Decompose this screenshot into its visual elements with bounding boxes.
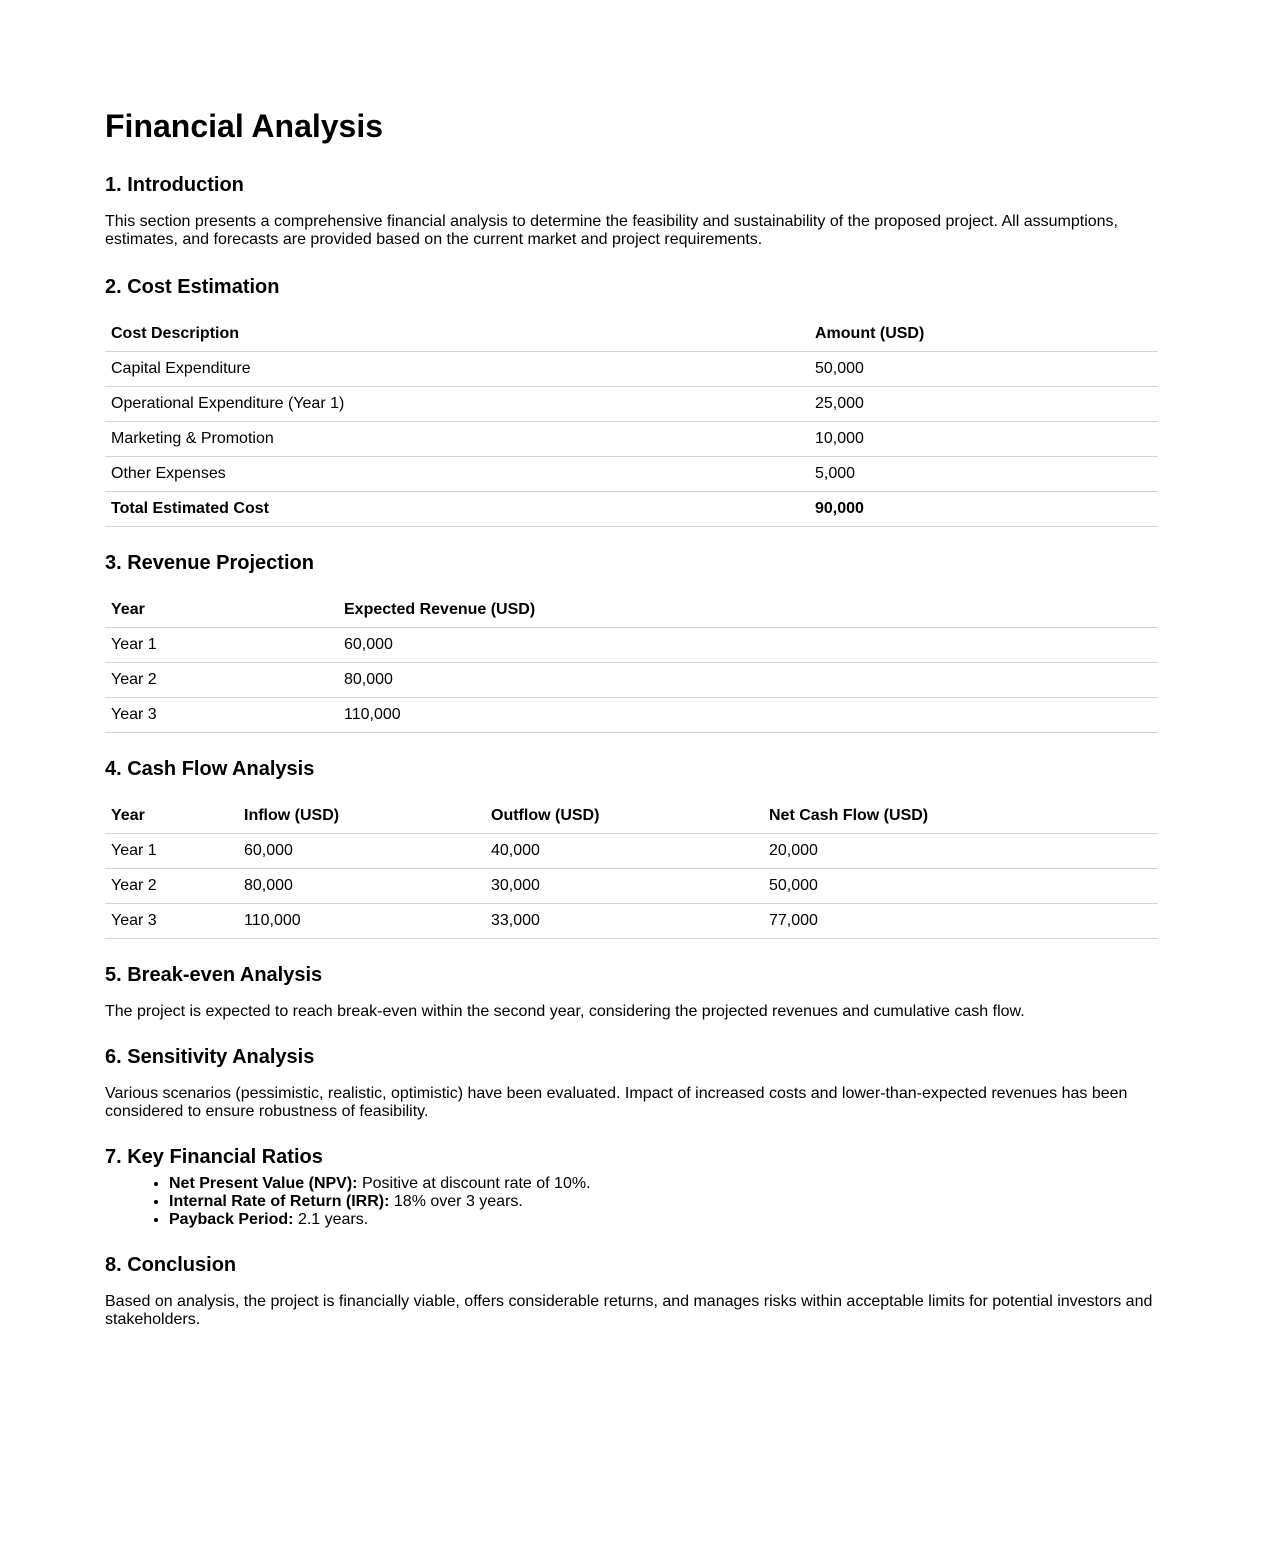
table-cell: Total Estimated Cost bbox=[105, 492, 809, 527]
table-cell: 10,000 bbox=[809, 422, 1158, 457]
cash-flow-table bbox=[105, 799, 1158, 939]
table-cell: Year 3 bbox=[105, 904, 238, 939]
table-total-row bbox=[105, 492, 1158, 527]
list-item bbox=[169, 1193, 1158, 1211]
revenue-projection-table bbox=[105, 593, 1158, 733]
section-heading-ratios: 7. Key Financial Ratios bbox=[105, 1146, 323, 1168]
table-cell: Capital Expenditure bbox=[105, 352, 809, 387]
table-row bbox=[105, 422, 1158, 457]
page-title: Financial Analysis bbox=[105, 108, 384, 144]
table-cell: 110,000 bbox=[238, 904, 485, 939]
ratio-value: 2.1 years. bbox=[293, 1211, 369, 1228]
table-row bbox=[105, 698, 1158, 733]
column-header: Year bbox=[105, 593, 338, 628]
table-row bbox=[105, 834, 1158, 869]
table-cell: 5,000 bbox=[809, 457, 1158, 492]
table-row bbox=[105, 387, 1158, 422]
table-cell: Year 3 bbox=[105, 698, 338, 733]
table-cell: 30,000 bbox=[485, 869, 763, 904]
table-row bbox=[105, 904, 1158, 939]
ratio-label: Net Present Value (NPV): bbox=[169, 1175, 358, 1192]
table-row bbox=[105, 352, 1158, 387]
table-row bbox=[105, 663, 1158, 698]
table-cell: 25,000 bbox=[809, 387, 1158, 422]
break-even-text: The project is expected to reach break-even within the second year, considering the projected revenues and cumulative cash flow. bbox=[105, 1003, 1025, 1020]
table-cell: Operational Expenditure (Year 1) bbox=[105, 387, 809, 422]
table-cell: 60,000 bbox=[238, 834, 485, 869]
section-heading-cost-estimation: 2. Cost Estimation bbox=[105, 276, 280, 298]
column-header: Cost Description bbox=[105, 317, 809, 352]
sensitivity-text: Various scenarios (pessimistic, realistic, optimistic) have been evaluated. Impact of increased costs and lower-than-expected revenues has been considered to ensure robustness of feasibility. bbox=[105, 1085, 1128, 1120]
table-cell: 40,000 bbox=[485, 834, 763, 869]
cost-estimation-table bbox=[105, 317, 1158, 527]
section-heading-conclusion: 8. Conclusion bbox=[105, 1254, 237, 1276]
column-header: Outflow (USD) bbox=[485, 799, 763, 834]
table-cell: 20,000 bbox=[763, 834, 1158, 869]
table-header-row bbox=[105, 317, 1158, 352]
ratios-list bbox=[105, 1175, 1158, 1229]
table-cell: Year 2 bbox=[105, 869, 238, 904]
ratio-label: Payback Period: bbox=[169, 1211, 294, 1228]
section-heading-revenue-projection: 3. Revenue Projection bbox=[105, 552, 314, 574]
introduction-text: This section presents a comprehensive financial analysis to determine the feasibility and sustainability of the proposed project. All assumptions, estimates, and forecasts are provided based on the current market and project requirements. bbox=[105, 213, 1118, 248]
list-item bbox=[169, 1175, 1158, 1193]
table-header-row bbox=[105, 799, 1158, 834]
table-cell: 90,000 bbox=[809, 492, 1158, 527]
table-cell: Year 1 bbox=[105, 834, 238, 869]
column-header: Amount (USD) bbox=[809, 317, 1158, 352]
ratio-label: Internal Rate of Return (IRR): bbox=[169, 1193, 390, 1210]
table-cell: Marketing & Promotion bbox=[105, 422, 809, 457]
table-row bbox=[105, 628, 1158, 663]
table-cell: 110,000 bbox=[338, 698, 1158, 733]
table-cell: 33,000 bbox=[485, 904, 763, 939]
column-header: Expected Revenue (USD) bbox=[338, 593, 1158, 628]
table-cell: 50,000 bbox=[809, 352, 1158, 387]
table-cell: 77,000 bbox=[763, 904, 1158, 939]
table-header-row bbox=[105, 593, 1158, 628]
ratio-value: Positive at discount rate of 10%. bbox=[357, 1175, 591, 1192]
table-cell: 80,000 bbox=[238, 869, 485, 904]
conclusion-text: Based on analysis, the project is financially viable, offers considerable returns, and manages risks within acceptable limits for potential investors and stakeholders. bbox=[105, 1293, 1153, 1328]
table-row bbox=[105, 869, 1158, 904]
table-cell: 80,000 bbox=[338, 663, 1158, 698]
section-heading-cash-flow: 4. Cash Flow Analysis bbox=[105, 758, 315, 780]
section-heading-break-even: 5. Break-even Analysis bbox=[105, 964, 323, 986]
list-item bbox=[169, 1211, 1158, 1229]
table-row bbox=[105, 457, 1158, 492]
table-cell: Year 2 bbox=[105, 663, 338, 698]
table-cell: 60,000 bbox=[338, 628, 1158, 663]
table-cell: Other Expenses bbox=[105, 457, 809, 492]
section-heading-sensitivity: 6. Sensitivity Analysis bbox=[105, 1046, 315, 1068]
column-header: Inflow (USD) bbox=[238, 799, 485, 834]
table-cell: Year 1 bbox=[105, 628, 338, 663]
column-header: Year bbox=[105, 799, 238, 834]
table-cell: 50,000 bbox=[763, 869, 1158, 904]
column-header: Net Cash Flow (USD) bbox=[763, 799, 1158, 834]
section-heading-introduction: 1. Introduction bbox=[105, 174, 244, 196]
document-page bbox=[105, 92, 1158, 1328]
ratio-value: 18% over 3 years. bbox=[389, 1193, 523, 1210]
